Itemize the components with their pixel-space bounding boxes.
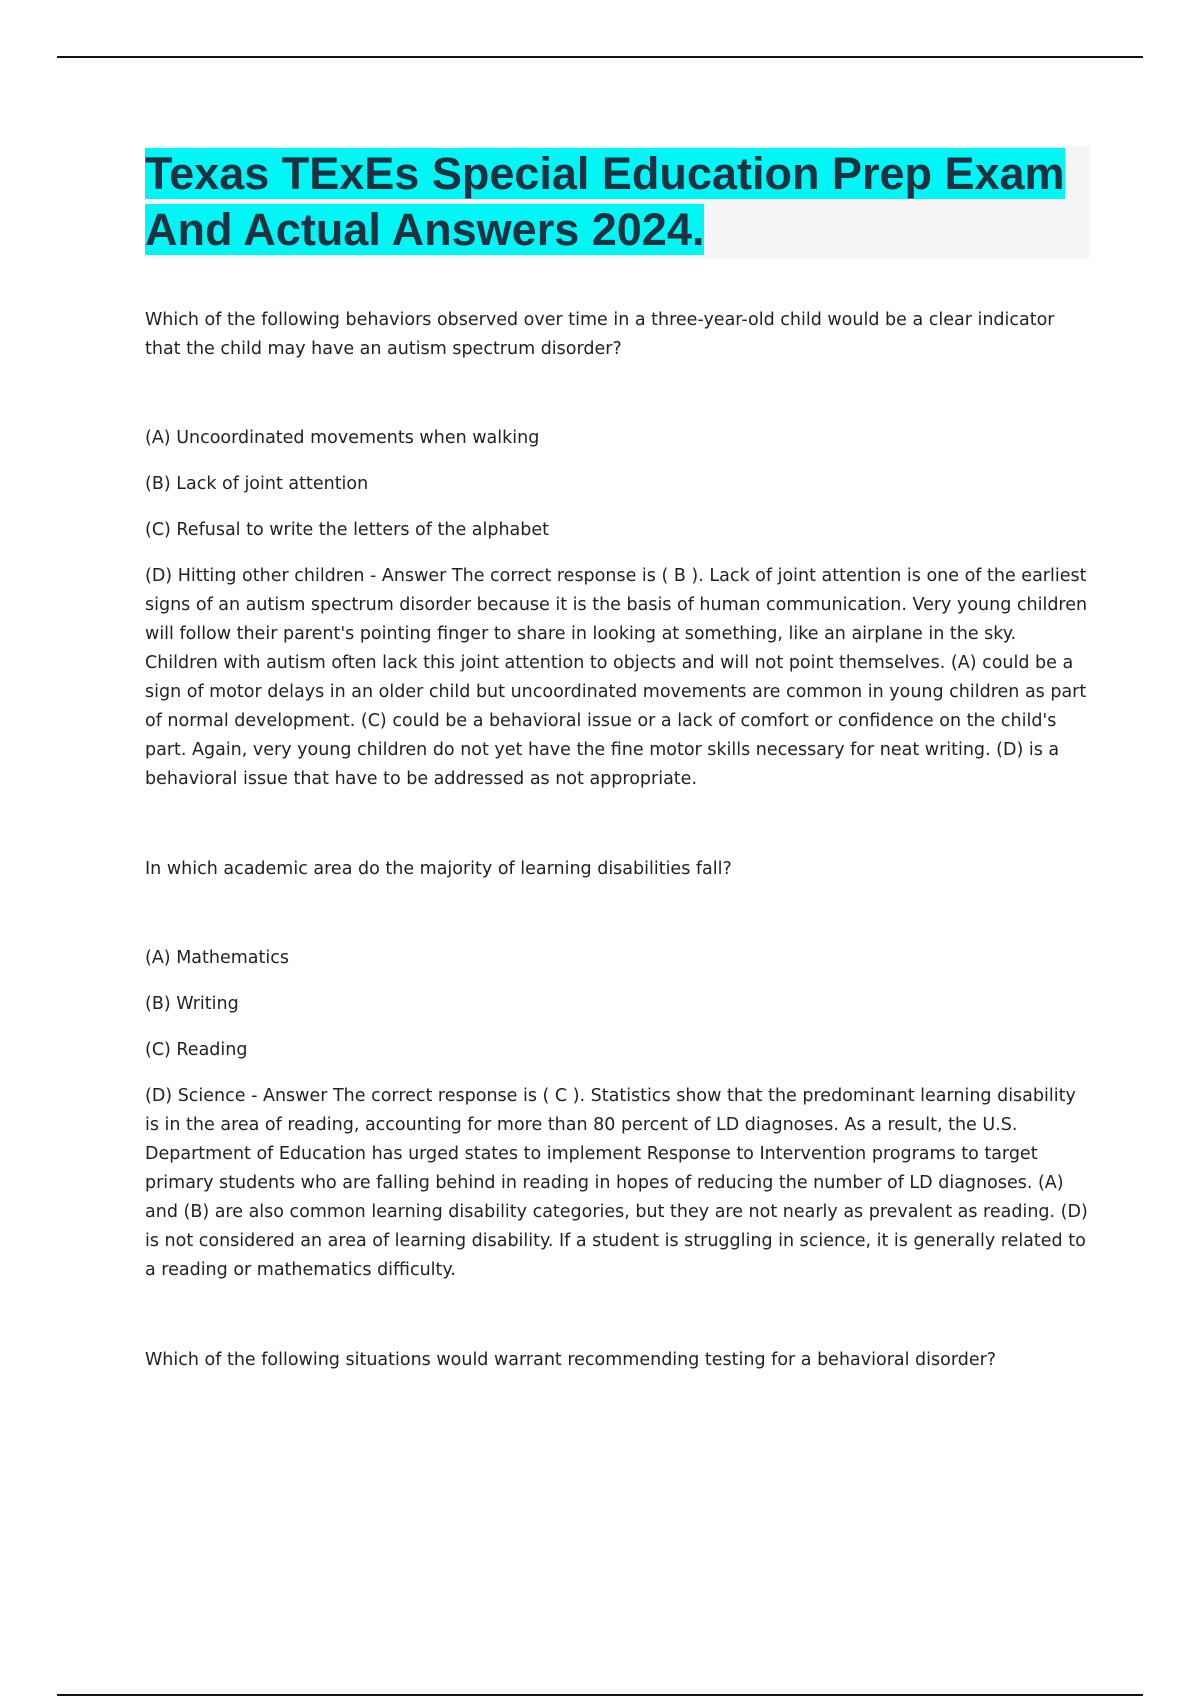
question-3: Which of the following situations would warrant recommending testing for a behavioral disorder? xyxy=(145,1350,997,1370)
question-2: In which academic area do the majority of learning disabilities fall? xyxy=(145,859,732,879)
document-title xyxy=(145,146,1090,258)
q1-option-c: (C) Refusal to write the letters of the alphabet xyxy=(145,520,550,540)
question-1: Which of the following behaviors observed over time in a three-year-old child would be a clear indicator that the child may have an autism spectrum disorder? xyxy=(145,310,1055,359)
q1-option-b: (B) Lack of joint attention xyxy=(145,474,369,494)
document-body xyxy=(145,146,1090,1375)
q1-option-d-answer: (D) Hitting other children - Answer The correct response is ( B ). Lack of joint attention is one of the earliest signs of an autism spectrum disorder because it is the basis of human communication. Very young children will follow their parent's pointing finger to share in looking at something, like an airplane in the sky. Children with autism often lack this joint attention to objects and will not point themselves. (A) could be a sign of motor delays in an older child but uncoordinated movements are common in young children as part of normal development. (C) could be a behavioral issue or a lack of comfort or confidence on the child's part. Again, very young children do not yet have the fine motor skills necessary for neat writing. (D) is a behavioral issue that have to be addressed as not appropriate. xyxy=(145,566,1088,789)
q2-option-a: (A) Mathematics xyxy=(145,948,289,968)
q2-option-c: (C) Reading xyxy=(145,1040,248,1060)
title-band xyxy=(145,146,1090,258)
footer-rule xyxy=(57,1694,1143,1696)
title-highlight: Texas TExEs Special Education Prep Exam And Actual Answers 2024. xyxy=(145,148,1065,255)
q2-option-b: (B) Writing xyxy=(145,994,239,1014)
q1-option-a: (A) Uncoordinated movements when walking xyxy=(145,428,540,448)
header-rule xyxy=(57,56,1143,58)
q2-option-d-answer: (D) Science - Answer The correct response is ( C ). Statistics show that the predominant learning disability is in the area of reading, accounting for more than 80 percent of LD diagnoses. As a result, the U.S. Department of Education has urged states to implement Response to Intervention programs to target primary students who are falling behind in reading in hopes of reducing the number of LD diagnoses. (A) and (B) are also common learning disability categories, but they are not nearly as prevalent as reading. (D) is not considered an area of learning disability. If a student is struggling in science, it is generally related to a reading or mathematics difficulty. xyxy=(145,1086,1088,1280)
